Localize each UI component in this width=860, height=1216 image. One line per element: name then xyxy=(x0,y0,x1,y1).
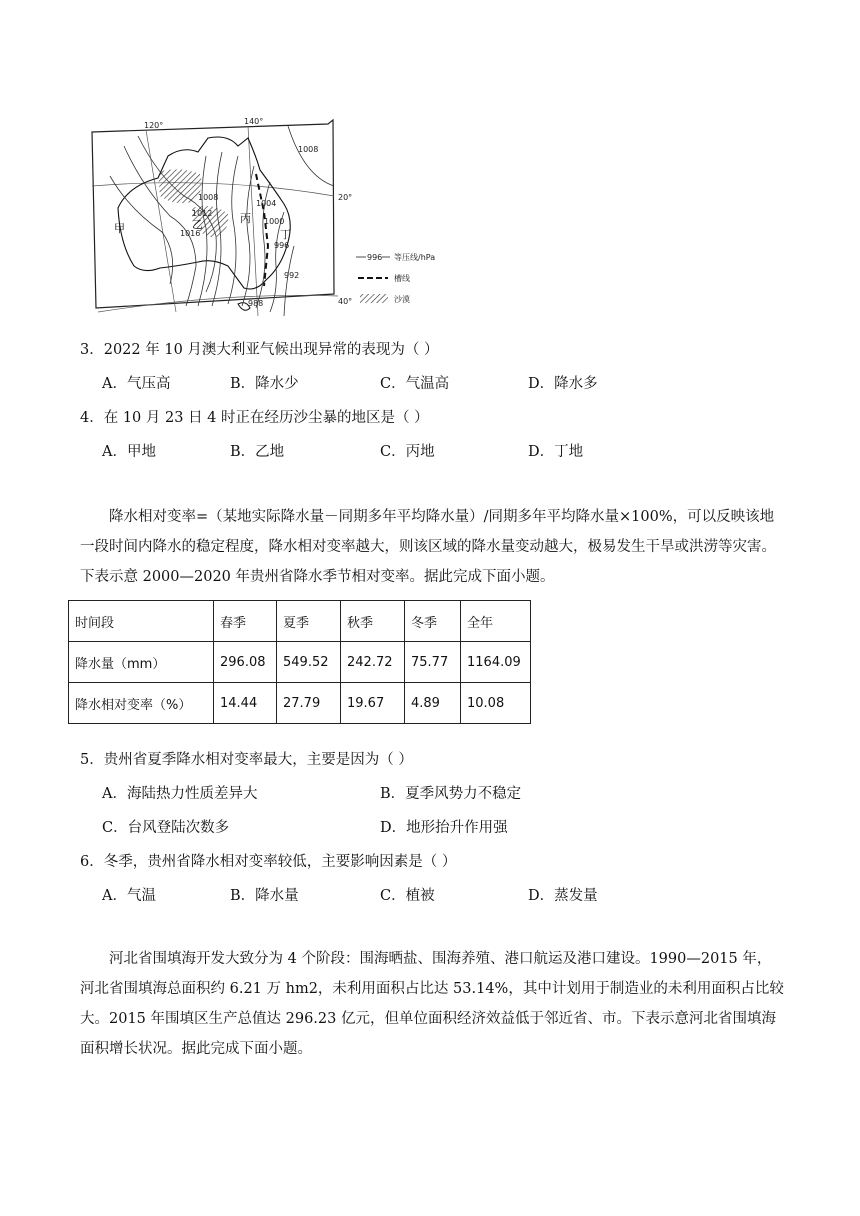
question-4-option-c[interactable]: C．丙地 xyxy=(380,444,435,460)
question-5-stem: 5．贵州省夏季降水相对变率最大，主要是因为（ ） xyxy=(80,752,413,768)
question-5-option-c[interactable]: C．台风登陆次数多 xyxy=(102,820,230,836)
place-jia: 甲 xyxy=(114,222,125,235)
table-header-cell: 时间段 xyxy=(69,601,214,642)
isobar-1008-east xyxy=(288,126,334,186)
isobar-label-1000: 1000 xyxy=(264,217,285,226)
parallel-40 xyxy=(98,295,338,312)
isobar-label-1016: 1016 xyxy=(180,229,201,238)
question-6-option-c[interactable]: C．植被 xyxy=(380,888,435,904)
map-legend xyxy=(356,252,435,304)
question-6-option-d[interactable]: D．蒸发量 xyxy=(528,888,598,904)
table-cell: 14.44 xyxy=(214,683,277,724)
table-header-cell: 冬季 xyxy=(405,601,461,642)
meridian-120 xyxy=(146,130,176,312)
isobar-label-988: 988 xyxy=(248,299,264,308)
question-3-stem: 3．2022 年 10 月澳大利亚气候出现异常的表现为（ ） xyxy=(80,342,439,358)
question-6-option-a[interactable]: A．气温 xyxy=(102,888,156,904)
question-5-option-a[interactable]: A．海陆热力性质差异大 xyxy=(102,786,258,802)
passage-rainfall-variability: 降水相对变率=（某地实际降水量－同期多年平均降水量）/同期多年平均降水量×100%，可以反映该地一段时间内降水的稳定程度，降水相对变率越大，则该区域的降水量变动越大，极易发生干旱或洪涝等灾害。下表示意 2000—2020 年贵州省降水季节相对变率。据此完成下面小题。 xyxy=(80,509,776,585)
question-3-option-a[interactable]: A．气压高 xyxy=(102,376,171,392)
question-4-option-d[interactable]: D．丁地 xyxy=(528,444,584,460)
question-3-option-b[interactable]: B．降水少 xyxy=(230,376,299,392)
table-cell: 242.72 xyxy=(341,642,405,683)
table-cell: 296.08 xyxy=(214,642,277,683)
isobar-label-992: 992 xyxy=(284,271,300,280)
question-4-stem: 4．在 10 月 23 日 4 时正在经历沙尘暴的地区是（ ） xyxy=(80,410,429,426)
question-6-stem: 6．冬季，贵州省降水相对变率较低，主要影响因素是（ ） xyxy=(80,854,457,870)
place-bing: 丙 xyxy=(240,212,251,225)
table-header-row xyxy=(69,601,531,642)
isobar-1000 xyxy=(242,166,254,306)
table-cell: 27.79 xyxy=(277,683,341,724)
place-yi: 乙 xyxy=(192,218,203,231)
desert-area-north xyxy=(158,169,202,203)
table-header-cell: 秋季 xyxy=(341,601,405,642)
legend-isobar-label: 等压线/hPa xyxy=(394,253,436,262)
isobar-label-996: 996 xyxy=(274,241,290,250)
legend-isobar-sample: 996 xyxy=(367,253,383,262)
table-cell: 1164.09 xyxy=(461,642,531,683)
table-cell: 降水量（mm） xyxy=(69,642,214,683)
legend-desert-label: 沙漠 xyxy=(394,295,410,304)
rainfall-variability-table xyxy=(68,600,531,724)
isobar-label-1008-east: 1008 xyxy=(298,145,319,154)
question-3-option-d[interactable]: D．降水多 xyxy=(528,376,598,392)
lon-140-label: 140° xyxy=(244,117,264,126)
lon-120-label: 120° xyxy=(144,121,164,130)
isobar-label-1004: 1004 xyxy=(256,199,277,208)
question-4-option-b[interactable]: B．乙地 xyxy=(230,444,285,460)
table-cell: 降水相对变率（%） xyxy=(69,683,214,724)
isobar-1004 xyxy=(228,156,238,304)
question-4-option-a[interactable]: A．甲地 xyxy=(102,444,156,460)
question-6-option-b[interactable]: B．降水量 xyxy=(230,888,299,904)
table-row xyxy=(69,642,531,683)
table-row xyxy=(69,683,531,724)
table-header-cell: 夏季 xyxy=(277,601,341,642)
isobar-label-1012: 1012 xyxy=(192,209,213,218)
question-5-option-b[interactable]: B．夏季风势力不稳定 xyxy=(380,786,522,802)
lat-20-label: 20° xyxy=(338,193,353,202)
table-cell: 549.52 xyxy=(277,642,341,683)
table-cell: 10.08 xyxy=(461,683,531,724)
table-cell: 4.89 xyxy=(405,683,461,724)
place-ding: 丁 xyxy=(280,228,291,241)
table-cell: 19.67 xyxy=(341,683,405,724)
isobar-map-figure xyxy=(88,116,460,326)
isobar-988 xyxy=(284,246,294,316)
isobar-1012 xyxy=(124,146,196,306)
legend-trough-label: 槽线 xyxy=(394,274,410,283)
table-header-cell: 全年 xyxy=(461,601,531,642)
question-3-option-c[interactable]: C．气温高 xyxy=(380,376,450,392)
isobar-label-1008: 1008 xyxy=(198,193,219,202)
lat-40-label: 40° xyxy=(338,297,353,306)
question-5-option-d[interactable]: D．地形抬升作用强 xyxy=(380,820,508,836)
passage-hebei-reclamation: 河北省围填海开发大致分为 4 个阶段：围海晒盐、围海养殖、港口航运及港口建设。1990—2015 年，河北省围填海总面积约 6.21 万 hm2，未利用面积占比达 53.14%，其中计划用于制造业的未利用面积占比较大。2015 年围填区生产总值达 296.23 亿元，但单位面积经济效益低于邻近省、市。下表示意河北省围填海面积增长状况。据此完成下面小题。 xyxy=(80,951,784,1057)
table-cell: 75.77 xyxy=(405,642,461,683)
table-header-cell: 春季 xyxy=(214,601,277,642)
trough-line xyxy=(256,174,268,286)
